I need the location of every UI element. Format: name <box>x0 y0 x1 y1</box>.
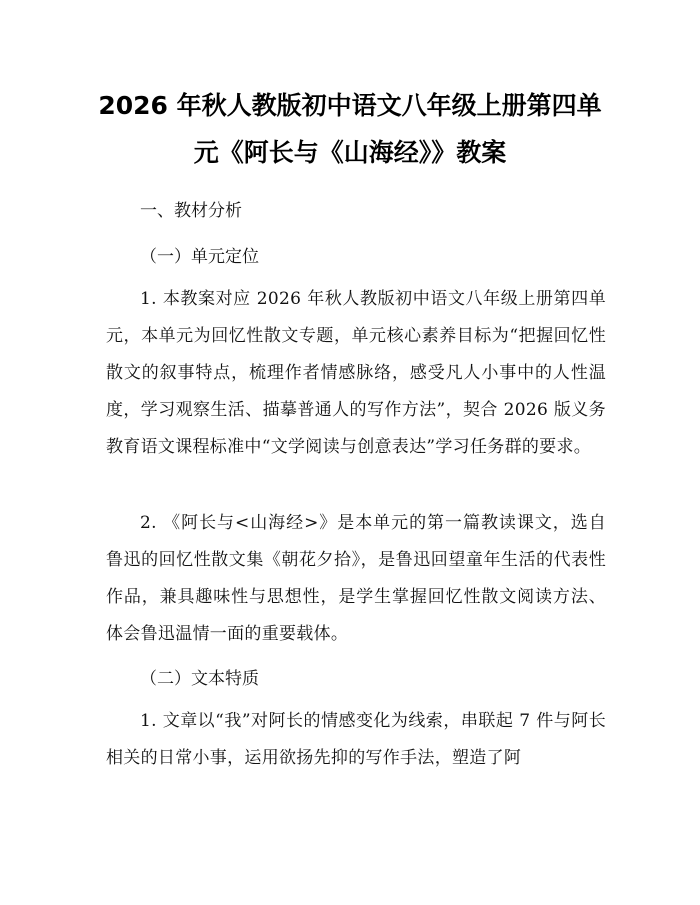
section-heading-materials-analysis: 一、教材分析 <box>140 201 242 221</box>
subsection-heading-unit-positioning: （一）单元定位 <box>140 247 259 267</box>
document-title-line-2: 元《阿长与《山海经》》教案 <box>193 138 507 167</box>
paragraph-text-features-1: 1. 文章以“我”对阿长的情感变化为线索，串联起 7 件与阿长相关的日常小事，运用欲扬先抑的写作手法，塑造了阿 <box>106 711 606 768</box>
subsection-heading-text-features: （二）文本特质 <box>140 669 259 689</box>
paragraph-unit-positioning-1: 1. 本教案对应 2026 年秋人教版初中语文八年级上册第四单元，本单元为回忆性散文专题，单元核心素养目标为“把握回忆性散文的叙事特点，梳理作者情感脉络，感受凡人小事中的人性温度，学习观察生活、描摹普通人的写作方法”，契合 2026 版义务教育语文课程标准中“文学阅读与创意表达”学习任务群的要求。 <box>106 289 606 457</box>
paragraph-unit-positioning-2: 2. 《阿长与<山海经>》是本单元的第一篇教读课文，选自鲁迅的回忆性散文集《朝花夕拾》，是鲁迅回望童年生活的代表性作品，兼具趣味性与思想性，是学生掌握回忆性散文阅读方法、体会鲁迅温情一面的重要载体。 <box>106 513 606 644</box>
document-title-line-1: 2026 年秋人教版初中语文八年级上册第四单 <box>98 91 602 120</box>
